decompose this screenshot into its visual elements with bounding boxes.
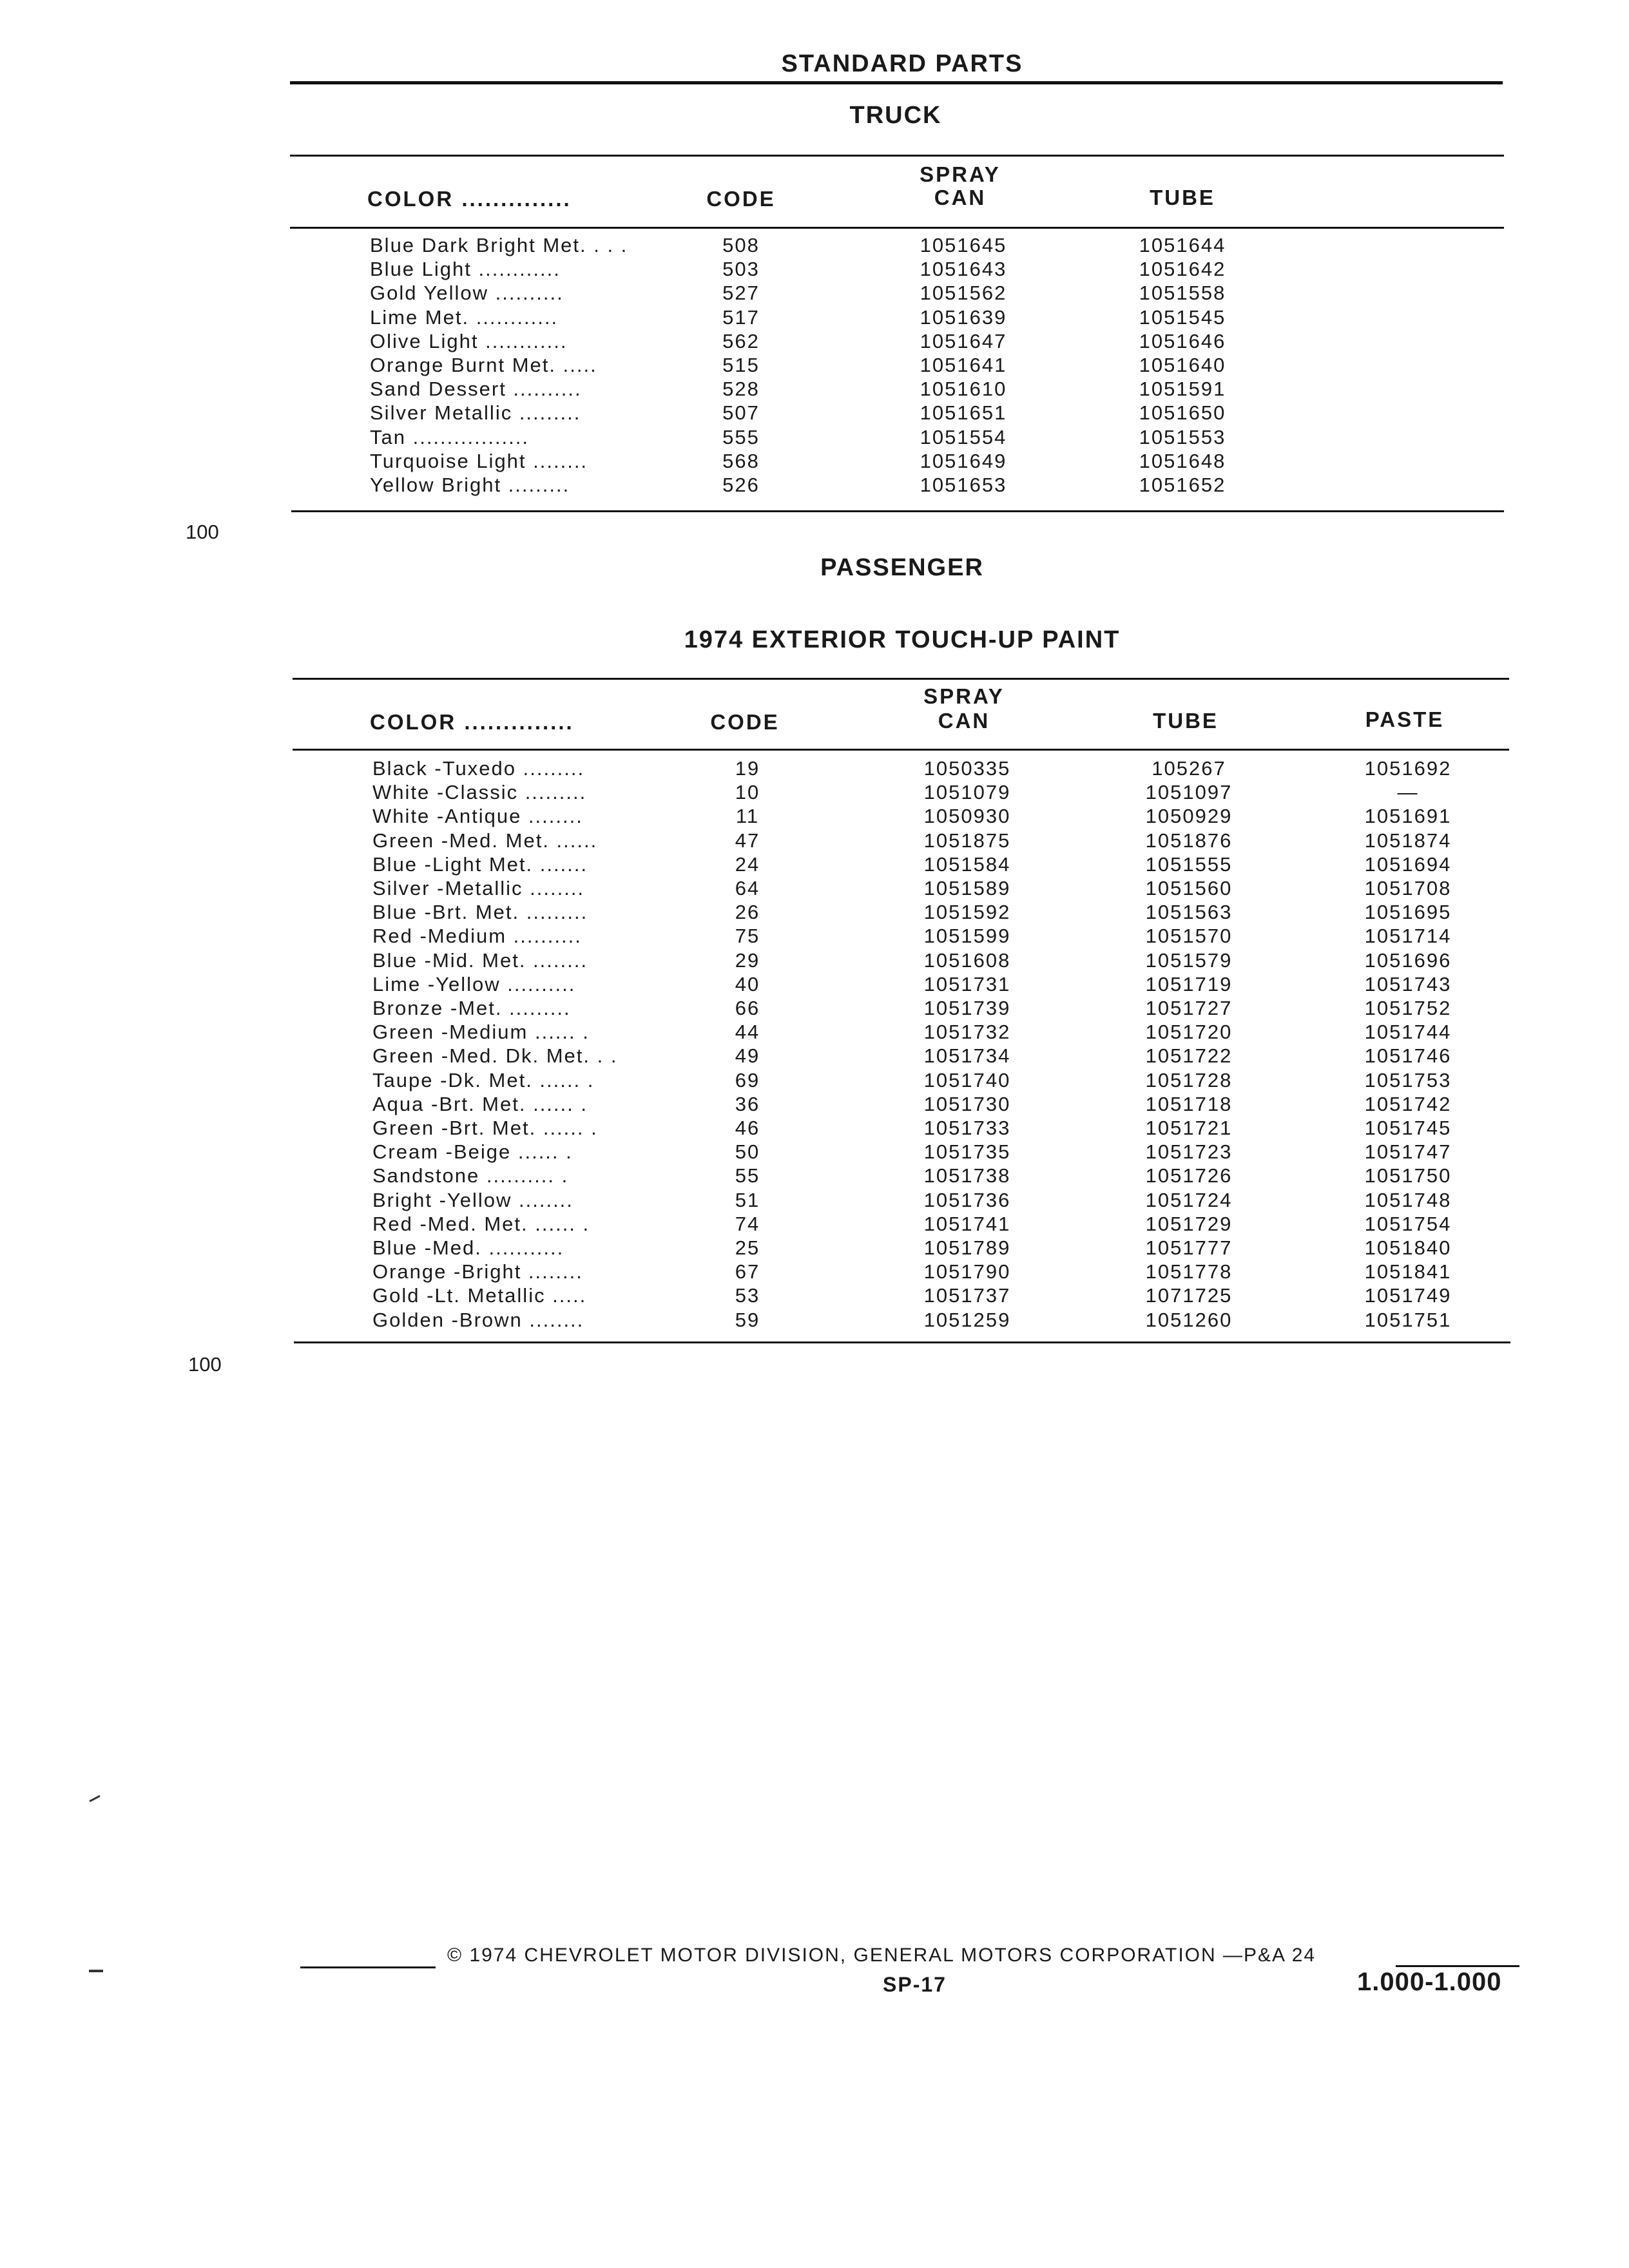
table-row — [0, 804, 1629, 828]
color-cell: Black -Tuxedo ......... — [372, 757, 585, 780]
spray-can-cell: 1051651 — [920, 401, 1007, 425]
spray-can-cell: 1051645 — [920, 234, 1007, 256]
passenger-table-bottom-rule — [294, 1341, 1510, 1343]
spray-can-cell: 1051734 — [923, 1044, 1011, 1068]
tube-cell: 1051719 — [1145, 972, 1233, 995]
paste-cell: 1051691 — [1364, 805, 1452, 828]
spray-can-cell: 1051740 — [923, 1068, 1011, 1091]
spray-can-cell: 1051741 — [923, 1212, 1011, 1235]
table-row — [0, 1283, 1629, 1307]
tube-cell: 1051646 — [1139, 329, 1226, 352]
passenger-table-top-rule — [293, 678, 1509, 680]
code-cell: 527 — [722, 282, 760, 305]
color-cell: Blue Dark Bright Met. . . . — [370, 234, 628, 256]
color-cell: Aqua -Brt. Met. ...... . — [372, 1092, 588, 1115]
table-row — [0, 425, 1629, 449]
table-row — [0, 1116, 1629, 1140]
passenger-header-tube: TUBE — [1153, 709, 1219, 733]
spray-can-cell: 1051643 — [920, 258, 1007, 281]
table-row — [0, 829, 1629, 852]
table-row — [0, 1140, 1629, 1164]
tube-cell: 1051545 — [1139, 305, 1226, 329]
code-cell: 64 — [735, 877, 760, 899]
footer-section-number: 1.000-1.000 — [1357, 1968, 1502, 1996]
tube-cell: 1051644 — [1139, 234, 1226, 256]
scan-mark — [89, 1970, 103, 1972]
tube-cell: 1051579 — [1145, 948, 1233, 972]
color-cell: Lime Met. ............ — [370, 305, 559, 329]
paste-cell: 1051694 — [1364, 852, 1452, 876]
spray-can-cell: 1051647 — [920, 329, 1007, 352]
tube-cell: 1051876 — [1145, 829, 1233, 852]
code-cell: 29 — [735, 948, 760, 972]
spray-can-cell: 1051649 — [920, 449, 1007, 472]
table-row — [0, 1236, 1629, 1260]
code-cell: 11 — [735, 805, 760, 828]
color-cell: Blue -Mid. Met. ........ — [372, 948, 588, 972]
truck-header-color: COLOR .............. — [367, 187, 572, 211]
table-row — [0, 1308, 1629, 1332]
paste-cell: 1051692 — [1364, 757, 1452, 780]
passenger-header-paste: PASTE — [1365, 707, 1445, 731]
color-cell: Red -Med. Met. ...... . — [372, 1212, 590, 1235]
paste-cell: 1051747 — [1364, 1140, 1452, 1164]
color-cell: Silver -Metallic ........ — [372, 877, 585, 899]
code-cell: 507 — [722, 401, 760, 425]
paste-cell: 1051840 — [1364, 1236, 1452, 1259]
tube-cell: 1051777 — [1145, 1236, 1233, 1259]
paste-cell: 1051746 — [1364, 1044, 1452, 1068]
paste-cell: 1051750 — [1364, 1164, 1452, 1187]
color-cell: Orange -Bright ........ — [372, 1260, 583, 1283]
tube-cell: 1051260 — [1145, 1308, 1233, 1331]
color-cell: Gold -Lt. Metallic ..... — [372, 1284, 587, 1307]
color-cell: Lime -Yellow .......... — [372, 972, 576, 995]
title-rule — [290, 81, 1503, 84]
table-row — [0, 449, 1629, 473]
spray-can-cell: 1050930 — [923, 805, 1011, 828]
paste-cell: 1051841 — [1364, 1260, 1452, 1283]
tube-cell: 1051726 — [1145, 1164, 1233, 1187]
table-row — [0, 1164, 1629, 1187]
table-row — [0, 1068, 1629, 1092]
truck-header-tube: TUBE — [1150, 186, 1215, 209]
tube-cell: 1051648 — [1139, 449, 1226, 472]
color-cell: Green -Med. Dk. Met. . . — [372, 1044, 618, 1068]
tube-cell: 1051563 — [1145, 901, 1233, 924]
tube-cell: 1051722 — [1145, 1044, 1233, 1068]
table-row — [0, 401, 1629, 425]
paste-cell: 1051714 — [1364, 925, 1452, 948]
paste-cell: 1051708 — [1364, 877, 1452, 899]
spray-can-cell: 1051738 — [923, 1164, 1011, 1187]
tube-cell: 1051650 — [1139, 401, 1226, 425]
spray-can-cell: 1051790 — [923, 1260, 1011, 1283]
color-cell: Blue -Med. ........... — [372, 1236, 564, 1259]
tube-cell: 1051728 — [1145, 1068, 1233, 1091]
passenger-section-subtitle: 1974 EXTERIOR TOUCH-UP PAINT — [684, 626, 1121, 653]
spray-can-cell: 1051610 — [920, 378, 1007, 401]
color-cell: Bronze -Met. ......... — [372, 997, 571, 1019]
color-cell: Blue -Light Met. ....... — [372, 852, 588, 876]
color-cell: Green -Brt. Met. ...... . — [372, 1117, 598, 1139]
table-row — [0, 852, 1629, 876]
table-row — [0, 780, 1629, 804]
table-row — [0, 1260, 1629, 1283]
truck-table-bottom-rule — [291, 510, 1504, 512]
scan-mark — [89, 1795, 100, 1802]
spray-can-cell: 1051789 — [923, 1236, 1011, 1259]
color-cell: White -Antique ........ — [372, 805, 583, 828]
tube-cell: 1051555 — [1145, 852, 1233, 876]
tube-cell: 105267 — [1152, 757, 1226, 780]
paste-cell: 1051696 — [1364, 948, 1452, 972]
spray-can-cell: 1051735 — [923, 1140, 1011, 1164]
table-row — [0, 329, 1629, 353]
color-cell: Bright -Yellow ........ — [372, 1188, 574, 1211]
table-row — [0, 281, 1629, 305]
tube-cell: 1051570 — [1145, 925, 1233, 948]
table-row — [0, 233, 1629, 257]
tube-cell: 1051560 — [1145, 877, 1233, 899]
color-cell: Cream -Beige ...... . — [372, 1140, 573, 1164]
spray-can-cell: 1051599 — [923, 925, 1011, 948]
truck-header-rule — [290, 227, 1504, 229]
table-row — [0, 948, 1629, 972]
paste-cell: 1051749 — [1364, 1284, 1452, 1307]
color-cell: Sandstone .......... . — [372, 1164, 569, 1187]
truck-section-title: TRUCK — [849, 102, 942, 129]
tube-cell: 1051729 — [1145, 1212, 1233, 1235]
spray-can-cell: 1051733 — [923, 1117, 1011, 1139]
code-cell: 66 — [735, 997, 760, 1019]
spray-can-cell: 1051584 — [923, 852, 1011, 876]
page-title: STANDARD PARTS — [781, 50, 1023, 77]
code-cell: 44 — [735, 1021, 760, 1044]
tube-cell: 1051723 — [1145, 1140, 1233, 1164]
table-row — [0, 473, 1629, 497]
paste-cell: 1051874 — [1364, 829, 1452, 852]
code-cell: 55 — [735, 1164, 760, 1187]
code-cell: 75 — [735, 925, 760, 948]
paste-cell: 1051754 — [1364, 1212, 1452, 1235]
passenger-header-color: COLOR .............. — [370, 710, 574, 734]
spray-can-cell: 1051562 — [920, 282, 1007, 305]
tube-cell: 1051652 — [1139, 474, 1226, 496]
code-cell: 503 — [722, 258, 760, 281]
code-cell: 74 — [735, 1212, 760, 1235]
spray-can-cell: 1051731 — [923, 972, 1011, 995]
spray-can-cell: 1051653 — [920, 474, 1007, 496]
color-cell: Red -Medium .......... — [372, 925, 582, 948]
tube-cell: 1051724 — [1145, 1188, 1233, 1211]
code-cell: 40 — [735, 972, 760, 995]
spray-can-cell: 1050335 — [923, 757, 1011, 780]
color-cell: Green -Med. Met. ...... — [372, 829, 598, 852]
passenger-section-title: PASSENGER — [820, 554, 984, 581]
code-cell: 555 — [722, 425, 760, 448]
table-row — [0, 924, 1629, 948]
spray-can-cell: 1051875 — [923, 829, 1011, 852]
code-cell: 24 — [735, 852, 760, 876]
tube-cell: 1051097 — [1145, 781, 1233, 804]
code-cell: 50 — [735, 1140, 760, 1164]
code-cell: 59 — [735, 1308, 760, 1331]
footer-left-rule — [300, 1966, 436, 1968]
table-row — [0, 257, 1629, 281]
spray-can-cell: 1051554 — [920, 425, 1007, 448]
paste-cell: 1051744 — [1364, 1021, 1452, 1044]
passenger-header-spray-top: SPRAY — [923, 684, 1005, 708]
spray-can-cell: 1051737 — [923, 1284, 1011, 1307]
color-cell: Golden -Brown ........ — [372, 1308, 584, 1331]
tube-cell: 1051721 — [1145, 1117, 1233, 1139]
code-cell: 526 — [722, 474, 760, 496]
code-cell: 528 — [722, 378, 760, 401]
footer-copyright: © 1974 CHEVROLET MOTOR DIVISION, GENERAL MOTORS CORPORATION —P&A 24 — [447, 1945, 1316, 1966]
truck-header-spray-top: SPRAY — [920, 162, 1001, 186]
color-cell: Blue Light ............ — [370, 258, 561, 281]
spray-can-cell: 1051589 — [923, 877, 1011, 899]
color-cell: Turquoise Light ........ — [370, 449, 588, 472]
tube-cell: 1051640 — [1139, 354, 1226, 376]
code-cell: 568 — [722, 449, 760, 472]
paste-cell: 1051751 — [1364, 1308, 1452, 1331]
code-cell: 25 — [735, 1236, 760, 1259]
tube-cell: 1051558 — [1139, 282, 1226, 305]
tube-cell: 1051778 — [1145, 1260, 1233, 1283]
table-row — [0, 1212, 1629, 1236]
passenger-header-rule — [293, 749, 1509, 751]
color-cell: Orange Burnt Met. ..... — [370, 354, 597, 376]
paste-cell: — — [1397, 781, 1419, 804]
table-row — [0, 1092, 1629, 1116]
spray-can-cell: 1051736 — [923, 1188, 1011, 1211]
paste-cell: 1051753 — [1364, 1068, 1452, 1091]
tube-cell: 1051642 — [1139, 258, 1226, 281]
table-row — [0, 972, 1629, 996]
truck-table-top-rule — [290, 155, 1504, 157]
code-cell: 46 — [735, 1117, 760, 1139]
paste-cell: 1051745 — [1364, 1117, 1452, 1139]
table-row — [0, 1188, 1629, 1212]
spray-can-cell: 1051079 — [923, 781, 1011, 804]
paste-cell: 1051748 — [1364, 1188, 1452, 1211]
spray-can-cell: 1051732 — [923, 1021, 1011, 1044]
color-cell: White -Classic ......... — [372, 781, 587, 804]
code-cell: 515 — [722, 354, 760, 376]
table-row — [0, 996, 1629, 1020]
color-cell: Tan ................. — [370, 425, 530, 448]
spray-can-cell: 1051739 — [923, 997, 1011, 1019]
code-cell: 36 — [735, 1092, 760, 1115]
spray-can-cell: 1051730 — [923, 1092, 1011, 1115]
tube-cell: 1051720 — [1145, 1021, 1233, 1044]
code-cell: 562 — [722, 329, 760, 352]
truck-header-code: CODE — [706, 187, 776, 211]
table-row — [0, 756, 1629, 780]
tube-cell: 1051591 — [1139, 378, 1226, 401]
table-row — [0, 1044, 1629, 1068]
margin-mark-top: 100 — [186, 521, 219, 543]
color-cell: Silver Metallic ......... — [370, 401, 581, 425]
passenger-header-code: CODE — [710, 710, 780, 734]
spray-can-cell: 1051592 — [923, 901, 1011, 924]
table-row — [0, 353, 1629, 377]
code-cell: 67 — [735, 1260, 760, 1283]
paste-cell: 1051742 — [1364, 1092, 1452, 1115]
code-cell: 47 — [735, 829, 760, 852]
color-cell: Yellow Bright ......... — [370, 474, 570, 496]
spray-can-cell: 1051608 — [923, 948, 1011, 972]
tube-cell: 1071725 — [1145, 1284, 1233, 1307]
footer-page-code: SP-17 — [883, 1973, 947, 1996]
code-cell: 51 — [735, 1188, 760, 1211]
code-cell: 10 — [735, 781, 760, 804]
spray-can-cell: 1051639 — [920, 305, 1007, 329]
color-cell: Sand Dessert .......... — [370, 378, 582, 401]
paste-cell: 1051743 — [1364, 972, 1452, 995]
tube-cell: 1051727 — [1145, 997, 1233, 1019]
color-cell: Green -Medium ...... . — [372, 1021, 590, 1044]
code-cell: 19 — [735, 757, 760, 780]
spray-can-cell: 1051259 — [923, 1308, 1011, 1331]
code-cell: 26 — [735, 901, 760, 924]
code-cell: 53 — [735, 1284, 760, 1307]
code-cell: 517 — [722, 305, 760, 329]
paste-cell: 1051752 — [1364, 997, 1452, 1019]
table-row — [0, 377, 1629, 401]
table-row — [0, 876, 1629, 900]
table-row — [0, 900, 1629, 924]
code-cell: 49 — [735, 1044, 760, 1068]
color-cell: Olive Light ............ — [370, 329, 568, 352]
margin-mark-bottom: 100 — [188, 1353, 222, 1376]
table-row — [0, 1020, 1629, 1044]
table-row — [0, 305, 1629, 329]
paste-cell: 1051695 — [1364, 901, 1452, 924]
color-cell: Gold Yellow .......... — [370, 282, 564, 305]
code-cell: 508 — [722, 234, 760, 256]
tube-cell: 1051718 — [1145, 1092, 1233, 1115]
passenger-header-spray-bottom: CAN — [938, 709, 990, 733]
tube-cell: 1050929 — [1145, 805, 1233, 828]
color-cell: Blue -Brt. Met. ......... — [372, 901, 588, 924]
color-cell: Taupe -Dk. Met. ...... . — [372, 1068, 595, 1091]
spray-can-cell: 1051641 — [920, 354, 1007, 376]
code-cell: 69 — [735, 1068, 760, 1091]
tube-cell: 1051553 — [1139, 425, 1226, 448]
footer-right-rule — [1396, 1965, 1519, 1967]
truck-header-spray-bottom: CAN — [934, 186, 987, 209]
